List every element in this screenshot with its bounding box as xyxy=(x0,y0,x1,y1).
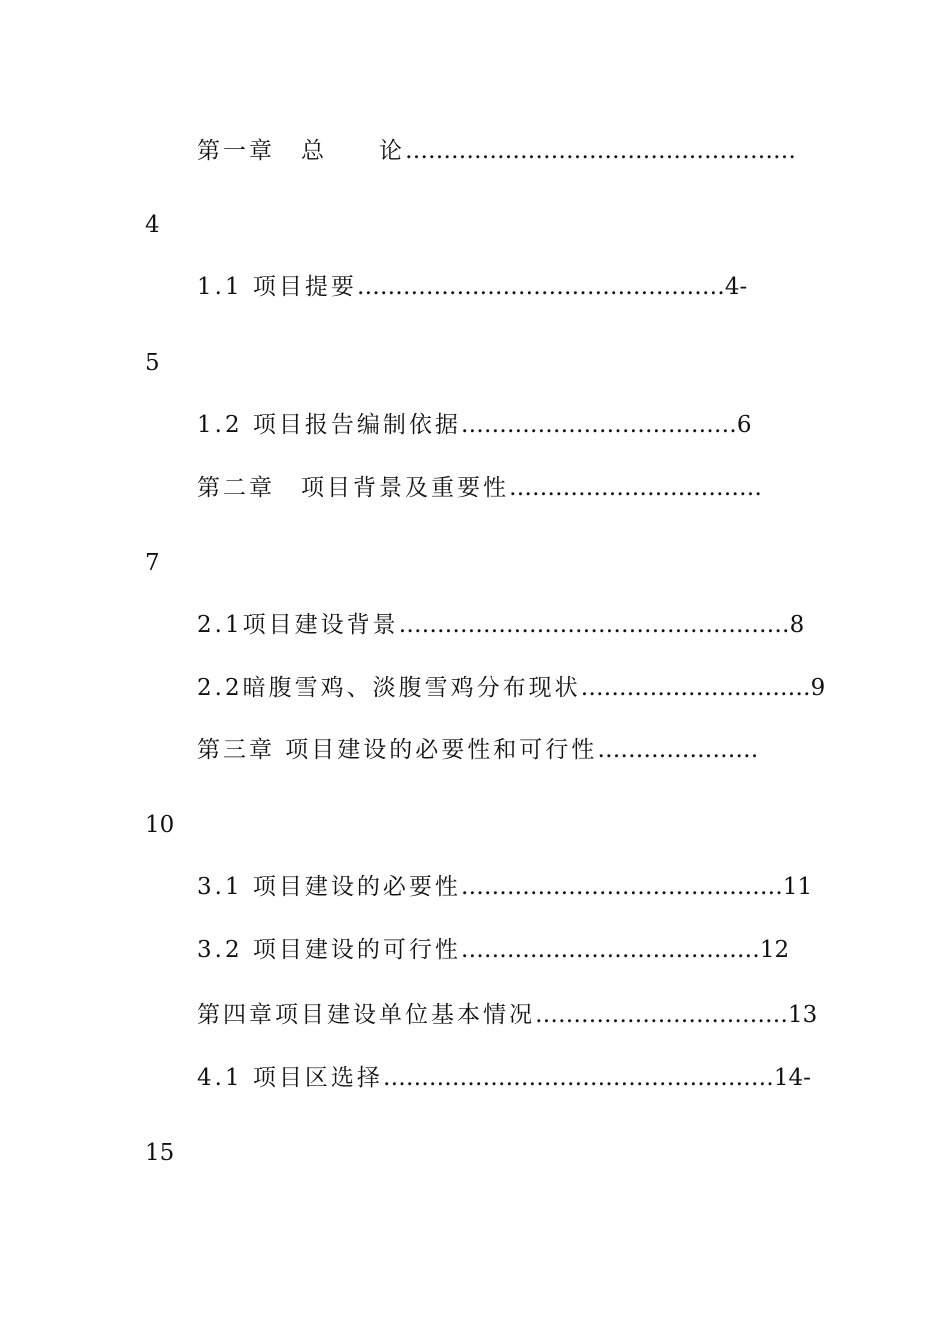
toc-entry-4-1 xyxy=(197,1063,811,1093)
toc-leader-dots: …………………………………… xyxy=(460,874,783,900)
toc-leader-dots: …………………………………………… xyxy=(405,138,796,164)
toc-page-number: 11 xyxy=(782,874,813,900)
toc-leader-dots: ………………………… xyxy=(580,675,811,701)
toc-page-number: 10 xyxy=(145,812,175,838)
toc-page-number: 15 xyxy=(145,1140,175,1166)
toc-leader-dots: …………………………………………… xyxy=(398,612,790,638)
toc-entry-2-2 xyxy=(197,673,825,703)
toc-entry-title: 4.1 项目区选择 xyxy=(197,1065,383,1091)
toc-leader-dots: …………………………… xyxy=(509,475,762,501)
toc-page-number: 13 xyxy=(788,1002,818,1028)
toc-entry-chapter-1 xyxy=(197,136,796,166)
toc-entry-title: 3.2 项目建设的可行性 xyxy=(197,937,461,963)
toc-entry-title: 3.1 项目建设的必要性 xyxy=(197,874,461,900)
toc-entry-chapter-4 xyxy=(197,1000,817,1030)
toc-page-number: 14- xyxy=(773,1065,811,1091)
toc-entry-1-1 xyxy=(197,272,747,302)
toc-page-number: 12 xyxy=(759,937,790,963)
toc-entry-title: 1.2 项目报告编制依据 xyxy=(197,412,461,438)
toc-entry-3-1 xyxy=(197,872,812,902)
toc-page-number: 7 xyxy=(145,550,160,576)
toc-entry-chapter-3 xyxy=(197,735,758,765)
toc-page-number: 9 xyxy=(810,675,826,701)
toc-leader-dots: ……………………………… xyxy=(460,412,737,438)
toc-page-number: 6 xyxy=(736,412,752,438)
toc-leader-dots: …………………………… xyxy=(535,1002,788,1028)
toc-entry-title: 1.1 项目提要 xyxy=(197,274,357,300)
toc-entry-title: 第四章项目建设单位基本情况 xyxy=(197,1002,535,1028)
toc-page-number: 4 xyxy=(145,212,160,238)
toc-leader-dots: ………………………………… xyxy=(460,937,760,963)
toc-leader-dots: ………………………………………… xyxy=(356,274,725,300)
toc-page-number: 5 xyxy=(145,350,160,376)
toc-leader-dots: ………………… xyxy=(597,737,759,763)
toc-entry-1-2 xyxy=(197,410,752,440)
toc-entry-title: 第三章 项目建设的必要性和可行性 xyxy=(197,737,598,763)
toc-entry-3-2 xyxy=(197,935,789,965)
toc-page-number: 8 xyxy=(789,612,805,638)
toc-leader-dots: …………………………………………… xyxy=(382,1065,774,1091)
toc-page-number: 4- xyxy=(724,274,748,300)
toc-entry-2-1 xyxy=(197,610,804,640)
toc-entry-chapter-2 xyxy=(197,473,762,503)
toc-entry-title: 2.1项目建设背景 xyxy=(197,612,399,638)
toc-entry-title: 第二章 项目背景及重要性 xyxy=(197,475,509,501)
toc-entry-title: 2.2暗腹雪鸡、淡腹雪鸡分布现状 xyxy=(197,675,581,701)
toc-entry-title: 第一章 总 论 xyxy=(197,138,405,164)
